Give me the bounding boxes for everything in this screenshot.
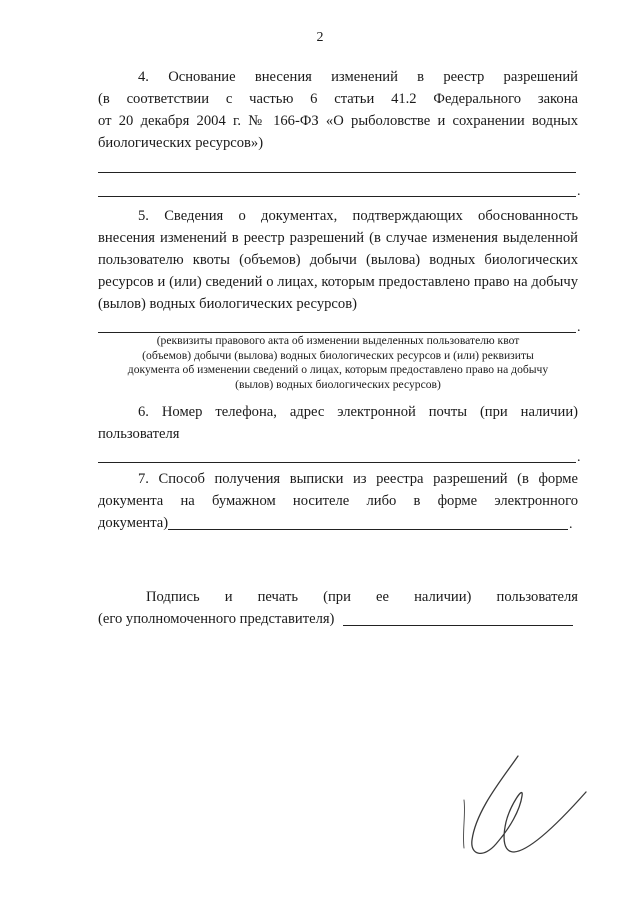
section-4-line-1: 4. Основание внесения изменений в реестр разрешений	[138, 69, 578, 85]
signature-line-2: (его уполномоченного представителя)	[98, 611, 335, 627]
section-5-period: .	[577, 320, 581, 335]
section-4-fill-line-2	[98, 196, 576, 197]
section-5-caption-line-3: документа об изменении сведений о лицах, которым предоставлено право на добычу	[127, 363, 549, 376]
section-5-line-3: пользователю квоты (объемов) добычи (вылова) водных биологических	[98, 252, 578, 268]
section-4-fill-line-1	[98, 172, 576, 173]
section-5-caption-line-2: (объемов) добычи (вылова) водных биологических ресурсов и (или) реквизиты	[142, 348, 534, 362]
section-5-line-2: внесения изменений в реестр разрешений (в случае изменения выделенной	[98, 230, 578, 246]
section-7-line-3: документа)	[98, 515, 169, 531]
section-5-line-5: (вылов) водных биологических ресурсов)	[98, 296, 357, 312]
section-7-fill-line	[168, 529, 568, 530]
handwritten-signature	[458, 748, 598, 868]
section-4-line-3: от 20 декабря 2004 г. № 166-ФЗ «О рыболовстве и сохранении водных	[98, 113, 578, 129]
page-number: 2	[316, 30, 324, 45]
section-5-line-4: ресурсов и (или) сведений о лицах, которым предоставлено право на добычу	[98, 274, 578, 290]
section-4-line-2: (в соответствии с частью 6 статьи 41.2 Федерального закона	[98, 91, 578, 107]
section-6-period: .	[577, 450, 581, 465]
section-6-line-1: 6. Номер телефона, адрес электронной почты (при наличии)	[138, 404, 578, 420]
section-7-period: .	[569, 517, 573, 532]
section-5-line-1: 5. Сведения о документах, подтверждающих обоснованность	[138, 208, 578, 224]
section-6-fill-line	[98, 462, 576, 463]
section-5-caption-line-4: (вылов) водных биологических ресурсов)	[235, 377, 441, 391]
section-7-line-2: документа на бумажном носителе либо в форме электронного	[98, 493, 578, 509]
signature-fill-line	[343, 625, 573, 626]
section-5-caption-line-1: (реквизиты правового акта об изменении выделенных пользователю квот	[156, 334, 520, 347]
signature-line-1: Подпись и печать (при ее наличии) пользователя	[146, 589, 578, 605]
section-4-period: .	[577, 184, 581, 199]
section-4-line-4: биологических ресурсов»)	[98, 135, 264, 151]
section-7-line-1: 7. Способ получения выписки из реестра разрешений (в форме	[138, 471, 578, 487]
section-6-line-2: пользователя	[98, 426, 180, 442]
section-5-fill-line	[98, 332, 576, 333]
